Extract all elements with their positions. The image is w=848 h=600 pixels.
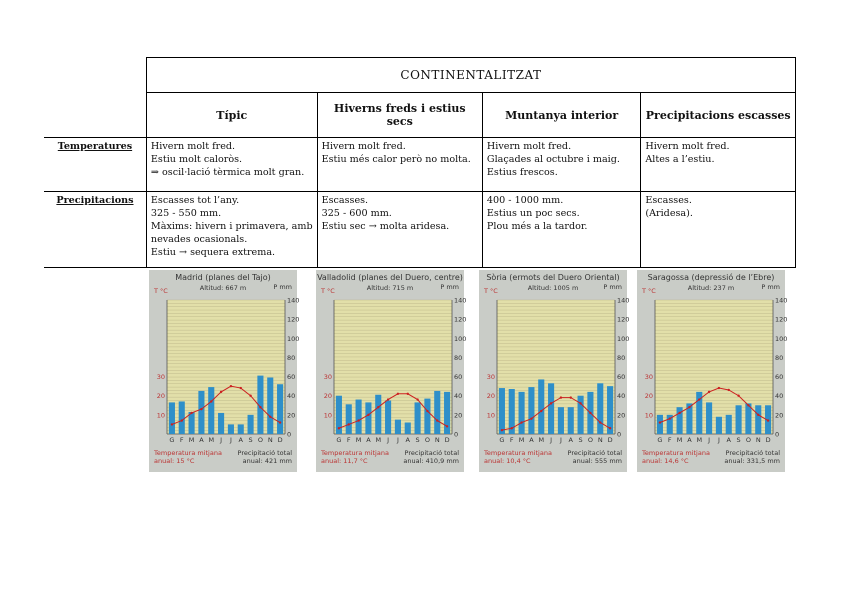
climogram-title: Madrid (planes del Tajo) <box>175 273 271 282</box>
table-cell <box>146 138 317 192</box>
temperature-point <box>669 417 671 419</box>
month-tick-label: D <box>607 436 613 444</box>
temperature-point <box>377 406 379 408</box>
precip-tick-label: 0 <box>287 430 292 439</box>
month-tick-label: N <box>434 436 440 444</box>
temperature-point <box>511 427 513 429</box>
month-tick-label: S <box>736 436 741 444</box>
temperature-point <box>240 387 242 389</box>
precip-bar <box>578 396 584 434</box>
temperature-point <box>550 402 552 404</box>
mean-temp-note: Temperatura mitjana anual: 15 °C <box>154 449 222 465</box>
month-tick-label: M <box>538 436 545 444</box>
climate-table <box>44 57 796 268</box>
month-tick-label: A <box>199 436 204 444</box>
climogram-altitude: Altitud: 667 m <box>199 284 247 292</box>
temperature-point <box>200 408 202 410</box>
month-tick-label: S <box>248 436 253 444</box>
precip-bar <box>405 423 411 434</box>
month-tick-label: F <box>179 436 184 444</box>
row-label-temperatures: Temperatures <box>44 138 146 192</box>
month-tick-label: O <box>587 436 593 444</box>
temperature-point <box>416 398 418 400</box>
cell-line: ⇒ oscil·lació tèrmica molt gran. <box>150 167 305 178</box>
precip-tick-label: 80 <box>454 353 463 362</box>
precip-bar <box>385 401 391 435</box>
table-row-precipitacions <box>44 192 796 268</box>
month-tick-label: O <box>257 436 263 444</box>
temperature-point <box>728 389 730 391</box>
temperature-point <box>269 416 271 418</box>
temp-tick-label: 10 <box>486 411 495 420</box>
total-precip-note: Precipitació total anual: 331,5 mm <box>724 449 780 465</box>
precip-bar <box>519 392 525 434</box>
cell-line: Estiu molt caloròs. <box>150 154 243 165</box>
table-cell <box>482 192 640 268</box>
precip-tick-label: 80 <box>287 353 296 362</box>
temperature-point <box>190 412 192 414</box>
cell-line: Hivern molt fred. <box>645 141 730 152</box>
precip-bar <box>179 401 185 434</box>
cell-line: Hivern molt fred. <box>150 141 236 152</box>
cell-line: Escasses. <box>321 195 369 206</box>
precip-tick-label: 40 <box>617 392 626 401</box>
month-tick-label: M <box>208 436 215 444</box>
temp-tick-label: 20 <box>323 392 332 401</box>
precip-bar <box>356 400 362 434</box>
precip-bar <box>248 415 254 434</box>
temp-tick-label: 20 <box>644 392 653 401</box>
precip-tick-label: 20 <box>454 411 463 420</box>
precip-bar <box>169 402 175 434</box>
precip-tick-label: 100 <box>454 334 467 343</box>
month-tick-label: O <box>745 436 751 444</box>
precip-tick-label: 40 <box>775 392 784 401</box>
temperature-point <box>570 396 572 398</box>
precip-bar <box>736 405 742 434</box>
cell-line: Hivern molt fred. <box>321 141 406 152</box>
corner-blank-2 <box>44 93 146 138</box>
temperature-point <box>520 421 522 423</box>
climogram-title: Sòria (ermots del Duero Oriental) <box>486 273 620 282</box>
total-precip-note: Precipitació total anual: 555 mm <box>567 449 622 465</box>
precip-bar <box>267 378 273 434</box>
precip-tick-label: 140 <box>454 296 467 305</box>
table-cell <box>641 138 796 192</box>
table-row-temperatures <box>44 138 796 192</box>
climogram-plot <box>479 270 630 472</box>
precip-unit-label: P mm <box>761 283 780 291</box>
row-label-precipitacions: Precipitacions <box>44 192 146 268</box>
table-cell <box>317 138 482 192</box>
month-tick-label: F <box>509 436 514 444</box>
cell-line: (Aridesa). <box>645 208 693 219</box>
temperature-point <box>407 393 409 395</box>
precip-unit-label: P mm <box>440 283 459 291</box>
month-tick-label: D <box>277 436 283 444</box>
climogram-altitude: Altitud: 237 m <box>687 284 735 292</box>
month-tick-label: A <box>405 436 410 444</box>
temperature-point <box>757 414 759 416</box>
month-tick-label: N <box>267 436 273 444</box>
month-tick-label: J <box>387 436 390 444</box>
temperature-point <box>708 391 710 393</box>
temp-tick-label: 30 <box>323 373 332 382</box>
temperature-point <box>220 391 222 393</box>
precip-tick-label: 120 <box>287 315 300 324</box>
precip-bar <box>424 399 430 434</box>
month-tick-label: G <box>499 436 505 444</box>
month-tick-label: D <box>765 436 771 444</box>
precip-bar <box>415 402 421 434</box>
cell-line: Escasses. <box>645 195 692 206</box>
precip-bar <box>726 415 732 434</box>
precip-bar <box>528 387 534 434</box>
cell-line: Glaçades al octubre i maig. <box>486 154 620 165</box>
cell-line: Escasses tot l’any. <box>150 195 240 206</box>
precip-bar <box>189 412 195 434</box>
table-cell <box>146 192 317 268</box>
month-tick-label: M <box>355 436 362 444</box>
temperature-point <box>367 414 369 416</box>
precip-tick-label: 20 <box>617 411 626 420</box>
month-tick-label: J <box>708 436 711 444</box>
month-tick-label: S <box>578 436 583 444</box>
precip-tick-label: 40 <box>454 392 463 401</box>
temp-tick-label: 30 <box>486 373 495 382</box>
precip-tick-label: 80 <box>617 353 626 362</box>
month-tick-label: G <box>169 436 175 444</box>
precip-tick-label: 100 <box>287 334 300 343</box>
temperature-point <box>718 387 720 389</box>
mean-temp-note: Temperatura mitjana anual: 14,6 °C <box>642 449 710 465</box>
column-header-tipic: Típic <box>146 93 317 138</box>
precip-unit-label: P mm <box>603 283 622 291</box>
month-tick-label: D <box>444 436 450 444</box>
temperature-point <box>387 398 389 400</box>
precip-tick-label: 0 <box>454 430 459 439</box>
cell-line: Màxims: hivern i primavera, amb <box>150 221 313 232</box>
temperature-point <box>678 412 680 414</box>
total-precip-note: Precipitació total anual: 410,9 mm <box>403 449 459 465</box>
precip-bar <box>218 413 224 434</box>
temperature-point <box>446 425 448 427</box>
climogram-plot <box>316 270 467 472</box>
month-tick-label: F <box>346 436 351 444</box>
precip-bar <box>706 402 712 434</box>
precip-bar <box>346 404 352 434</box>
precip-bar <box>198 391 204 434</box>
month-tick-label: F <box>667 436 672 444</box>
month-tick-label: N <box>597 436 603 444</box>
temp-tick-label: 20 <box>486 392 495 401</box>
temperature-point <box>737 395 739 397</box>
cell-line: 325 - 550 mm. <box>150 208 222 219</box>
precip-bar <box>716 417 722 434</box>
precip-bar <box>597 383 603 434</box>
month-tick-label: N <box>755 436 761 444</box>
mean-temp-note: Temperatura mitjana anual: 11,7 °C <box>321 449 389 465</box>
temperature-point <box>501 429 503 431</box>
precip-tick-label: 60 <box>454 373 463 382</box>
climogram-plot <box>149 270 300 472</box>
precip-tick-label: 100 <box>617 334 630 343</box>
precip-bar <box>444 392 450 434</box>
precip-bar <box>228 424 234 434</box>
climogram-altitude: Altitud: 715 m <box>366 284 414 292</box>
corner-blank <box>44 58 146 93</box>
temp-unit-label: T °C <box>642 287 656 295</box>
temperature-point <box>171 423 173 425</box>
temperature-point <box>426 410 428 412</box>
temp-tick-label: 20 <box>156 392 165 401</box>
precip-bar <box>538 379 544 434</box>
cell-line: 325 - 600 mm. <box>321 208 392 219</box>
column-header-hiverns: Hiverns freds i estius secs <box>317 93 482 138</box>
precip-bar <box>755 405 761 434</box>
month-tick-label: M <box>188 436 195 444</box>
climogram-saragossa <box>637 270 788 472</box>
cell-line: nevades ocasionals. <box>150 234 248 245</box>
temperature-point <box>259 406 261 408</box>
cell-line: 400 - 1000 mm. <box>486 195 564 206</box>
month-tick-label: S <box>415 436 420 444</box>
precip-bar <box>238 424 244 434</box>
temp-unit-label: T °C <box>321 287 335 295</box>
temperature-point <box>348 423 350 425</box>
month-tick-label: J <box>220 436 223 444</box>
precip-bar <box>277 384 283 434</box>
precip-tick-label: 100 <box>775 334 788 343</box>
month-tick-label: A <box>366 436 371 444</box>
cell-line: Hivern molt fred. <box>486 141 572 152</box>
precip-bar <box>395 420 401 434</box>
cell-line: Estiu més calor però no molta. <box>321 154 471 165</box>
table-cell <box>317 192 482 268</box>
temperature-point <box>560 396 562 398</box>
climogram-altitude: Altitud: 1005 m <box>527 284 579 292</box>
month-tick-label: J <box>229 436 232 444</box>
temperature-point <box>279 421 281 423</box>
temperature-point <box>767 419 769 421</box>
precip-bar <box>375 395 381 434</box>
column-header-precipitacions: Precipitacions escasses <box>641 93 796 138</box>
temperature-point <box>599 421 601 423</box>
temperature-point <box>589 412 591 414</box>
precip-bar <box>434 391 440 434</box>
climogram-title: Valladolid (planes del Duero, centre) <box>317 273 463 282</box>
month-tick-label: M <box>375 436 382 444</box>
precip-tick-label: 20 <box>775 411 784 420</box>
month-tick-label: A <box>238 436 243 444</box>
precip-tick-label: 140 <box>775 296 788 305</box>
total-precip-note: Precipitació total anual: 421 mm <box>237 449 292 465</box>
climogram-plot <box>637 270 788 472</box>
table-cell <box>482 138 640 192</box>
precip-bar <box>568 407 574 434</box>
precip-bar <box>558 407 564 434</box>
precip-bar <box>365 402 371 434</box>
table-title: CONTINENTALITZAT <box>146 58 795 93</box>
precip-bar <box>499 388 505 434</box>
precip-bar <box>548 383 554 434</box>
temperature-point <box>609 427 611 429</box>
precip-tick-label: 140 <box>287 296 300 305</box>
month-tick-label: G <box>657 436 663 444</box>
precip-tick-label: 120 <box>617 315 630 324</box>
temperature-point <box>688 406 690 408</box>
precip-tick-label: 20 <box>287 411 296 420</box>
month-tick-label: J <box>550 436 553 444</box>
climogram-valladolid <box>316 270 467 472</box>
precip-bar <box>208 387 214 434</box>
precip-tick-label: 40 <box>287 392 296 401</box>
temperature-point <box>436 419 438 421</box>
month-tick-label: J <box>396 436 399 444</box>
temperature-point <box>579 402 581 404</box>
precip-tick-label: 60 <box>287 373 296 382</box>
month-tick-label: A <box>726 436 731 444</box>
climogram-title: Saragossa (depressió de l’Ebre) <box>647 273 775 282</box>
temperature-point <box>698 398 700 400</box>
precip-tick-label: 80 <box>775 353 784 362</box>
cell-line: Plou més a la tardor. <box>486 221 588 232</box>
temp-tick-label: 10 <box>323 411 332 420</box>
temperature-point <box>397 393 399 395</box>
cell-line: Estiu sec → molta aridesa. <box>321 221 450 232</box>
temperature-point <box>249 395 251 397</box>
temperature-point <box>181 419 183 421</box>
temperature-point <box>338 427 340 429</box>
mean-temp-note: Temperatura mitjana anual: 10,4 °C <box>484 449 552 465</box>
temperature-point <box>659 421 661 423</box>
cell-line: Estius frescos. <box>486 167 558 178</box>
precip-tick-label: 60 <box>775 373 784 382</box>
precip-tick-label: 0 <box>617 430 622 439</box>
month-tick-label: A <box>687 436 692 444</box>
climogram-soria <box>479 270 630 472</box>
column-header-muntanya: Muntanya interior <box>482 93 640 138</box>
temp-unit-label: T °C <box>484 287 498 295</box>
month-tick-label: J <box>717 436 720 444</box>
climograms <box>149 270 797 472</box>
temp-unit-label: T °C <box>154 287 168 295</box>
temp-tick-label: 30 <box>644 373 653 382</box>
temperature-point <box>230 385 232 387</box>
month-tick-label: M <box>696 436 703 444</box>
cell-line: Estiu → sequera extrema. <box>150 247 276 258</box>
temperature-point <box>540 410 542 412</box>
precip-unit-label: P mm <box>273 283 292 291</box>
precip-tick-label: 120 <box>454 315 467 324</box>
cell-line: Estius un poc secs. <box>486 208 580 219</box>
month-tick-label: A <box>568 436 573 444</box>
precip-tick-label: 60 <box>617 373 626 382</box>
precip-tick-label: 140 <box>617 296 630 305</box>
temp-tick-label: 30 <box>156 373 165 382</box>
month-tick-label: J <box>559 436 562 444</box>
precip-tick-label: 0 <box>775 430 780 439</box>
temperature-point <box>357 419 359 421</box>
month-tick-label: G <box>336 436 342 444</box>
table-cell <box>641 192 796 268</box>
climogram-madrid <box>149 270 300 472</box>
temp-tick-label: 10 <box>644 411 653 420</box>
temperature-point <box>530 417 532 419</box>
temp-tick-label: 10 <box>156 411 165 420</box>
precip-tick-label: 120 <box>775 315 788 324</box>
month-tick-label: M <box>518 436 525 444</box>
month-tick-label: A <box>529 436 534 444</box>
cell-line: Altes a l’estiu. <box>645 154 715 165</box>
month-tick-label: M <box>676 436 683 444</box>
temperature-point <box>210 400 212 402</box>
temperature-point <box>747 404 749 406</box>
month-tick-label: O <box>424 436 430 444</box>
precip-bar <box>657 415 663 434</box>
